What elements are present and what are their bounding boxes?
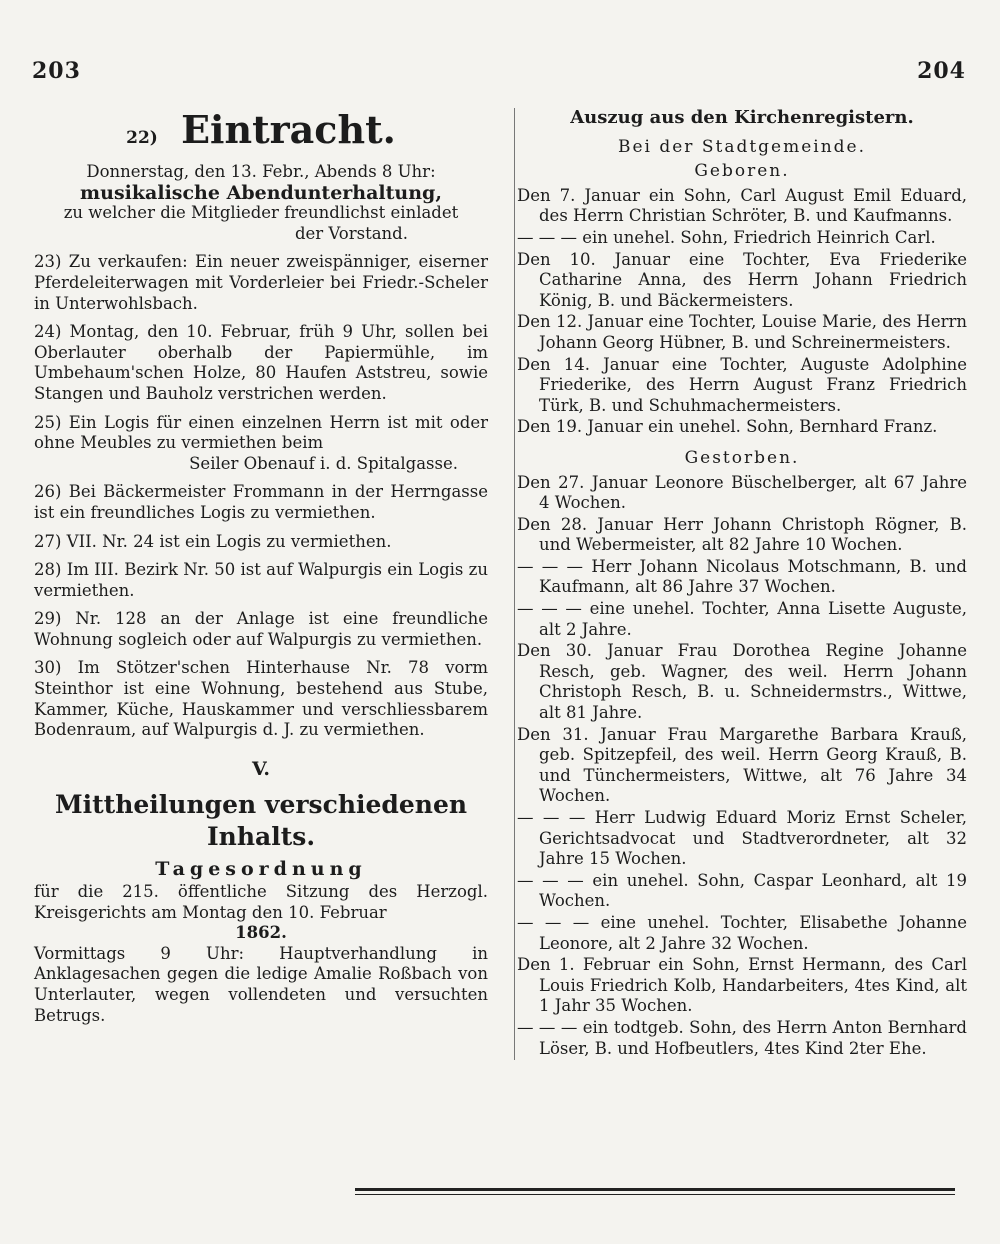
list-item: — — — eine unehel. Tochter, Anna Lisette Auguste, alt 2 Jahre. [517, 599, 967, 639]
list-item: Den 7. Januar ein Sohn, Carl August Emil Eduard, des Herrn Christian Schröter, B. und Kaufmanns. [517, 185, 967, 226]
notice-date: Donnerstag, den 13. Febr., Abends 8 Uhr: [86, 162, 436, 181]
end-rule [355, 1188, 955, 1191]
agenda-title: Tagesordnung [155, 858, 367, 881]
list-item: — — — ein todtgeb. Sohn, des Herrn Anton Bernhard Löser, B. und Hofbeutlers, 4tes Kind 2ter Ehe. [517, 1017, 967, 1058]
list-item: — — — Herr Ludwig Eduard Moriz Ernst Scheler, Gerichtsadvocat und Stadtverordneter, alt 32 Jahre 15 Wochen. [517, 808, 967, 869]
list-item: — — — ein unehel. Sohn, Friedrich Heinrich Carl. [517, 227, 936, 247]
born-heading: Geboren. [694, 161, 790, 182]
left-column [34, 108, 488, 1026]
list-item: — — — ein unehel. Sohn, Caspar Leonhard, alt 19 Wochen. [517, 870, 967, 911]
register-title: Auszug aus den Kirchenregistern. [570, 107, 914, 128]
list-item: Den 31. Januar Frau Margarethe Barbara Krauß, geb. Spitzepfeil, des weil. Herrn Georg Krauß, B. und Tünchermeisters, Wittwe, alt 76 Jahre 34 Wochen. [517, 724, 967, 806]
notice-27: 27) VII. Nr. 24 ist ein Logis zu vermiethen. [34, 531, 392, 551]
born-list [517, 186, 967, 438]
agenda-item: Vormittags 9 Uhr: Hauptverhandlung in Anklagesachen gegen die ledige Amalie Roßbach von Unterlauter, wegen vollendeten und versuchten Betrugs. [34, 943, 488, 1025]
end-rule-thin [355, 1194, 955, 1195]
list-item: Den 12. Januar eine Tochter, Louise Marie, des Herrn Johann Georg Hübner, B. und Schreinermeisters. [517, 312, 967, 352]
notice-title: Eintracht. [181, 107, 396, 152]
died-list [517, 473, 967, 1060]
list-item: Den 1. Februar ein Sohn, Ernst Hermann, des Carl Louis Friedrich Kolb, Handarbeiters, 4tes Kind, alt 1 Jahr 35 Wochen. [517, 955, 967, 1016]
notice-invite: zu welcher die Mitglieder freundlichst einladet [63, 203, 459, 223]
notice-23: 23) Zu verkaufen: Ein neuer zweispänniger, eiserner Pferdeleiterwagen mit Vorderleier bei Friedr.-Scheler in Unterwohlsbach. [34, 252, 488, 313]
notice-30: 30) Im Stötzer'schen Hinterhause Nr. 78 vorm Steinthor ist eine Wohnung, bestehend aus Stube, Kammer, Küche, Hauskammer und verschliessbarem Bodenraum, auf Walpurgis d. J. zu vermiethen. [34, 658, 488, 740]
right-column [514, 108, 967, 1060]
section-number: V. [251, 757, 271, 780]
page-number-left: 203 [32, 58, 81, 84]
list-item: Den 10. Januar eine Tochter, Eva Friederike Catharine Anna, des Herrn Johann Friedrich König, B. und Bäckermeisters. [517, 249, 967, 310]
notice-24: 24) Montag, den 10. Februar, früh 9 Uhr, sollen bei Oberlauter oberhalb der Papiermühle, im Umbehaum'schen Holze, 80 Haufen Aststreu, sowie Stangen und Bauholz verstrichen werden. [34, 322, 488, 403]
notice-28: 28) Im III. Bezirk Nr. 50 ist auf Walpurgis ein Logis zu vermiethen. [34, 560, 488, 600]
agenda-year: 1862. [235, 923, 287, 943]
notice-25: 25) Ein Logis für einen einzelnen Herrn ist mit oder ohne Meubles zu vermiethen beim [34, 412, 488, 453]
list-item: — — — eine unehel. Tochter, Elisabethe Johanne Leonore, alt 2 Jahre 32 Wochen. [517, 912, 967, 953]
notice-event: musikalische Abendunterhaltung, [80, 181, 442, 204]
parish-heading: Bei der Stadtgemeinde. [617, 136, 867, 157]
list-item: — — — Herr Johann Nicolaus Motschmann, B. und Kaufmann, alt 86 Jahre 37 Wochen. [517, 556, 967, 597]
notice-26: 26) Bei Bäckermeister Frommann in der Herrngasse ist ein freundliches Logis zu vermiethen. [34, 482, 488, 522]
agenda-intro: für die 215. öffentliche Sitzung des Herzogl. Kreisgerichts am Montag den 10. Februar [34, 882, 488, 922]
notice-signature: der Vorstand. [294, 223, 408, 243]
notice-25-signature: Seiler Obenauf i. d. Spitalgasse. [189, 453, 458, 473]
list-item: Den 28. Januar Herr Johann Christoph Rögner, B. und Webermeister, alt 82 Jahre 10 Wochen. [517, 514, 967, 555]
page-number-right: 204 [917, 58, 966, 84]
died-heading: Gestorben. [684, 447, 800, 468]
notice-29: 29) Nr. 128 an der Anlage ist eine freundliche Wohnung sogleich oder auf Walpurgis zu vermiethen. [34, 609, 488, 649]
list-item: Den 14. Januar eine Tochter, Auguste Adolphine Friederike, des Herrn August Franz Friedrich Türk, B. und Schuhmachermeisters. [517, 354, 967, 415]
list-item: Den 19. Januar ein unehel. Sohn, Bernhard Franz. [517, 417, 938, 437]
section-title: Mittheilungen verschiedenen Inhalts. [54, 790, 468, 852]
notice-22 [34, 108, 488, 244]
notice-number: 22) [126, 128, 158, 148]
list-item: Den 30. Januar Frau Dorothea Regine Johanne Resch, geb. Wagner, des weil. Herrn Johann Christoph Resch, B. u. Schneidermstrs., Wittwe, alt 81 Jahre. [517, 641, 967, 723]
list-item: Den 27. Januar Leonore Büschelberger, alt 67 Jahre 4 Wochen. [517, 472, 967, 513]
